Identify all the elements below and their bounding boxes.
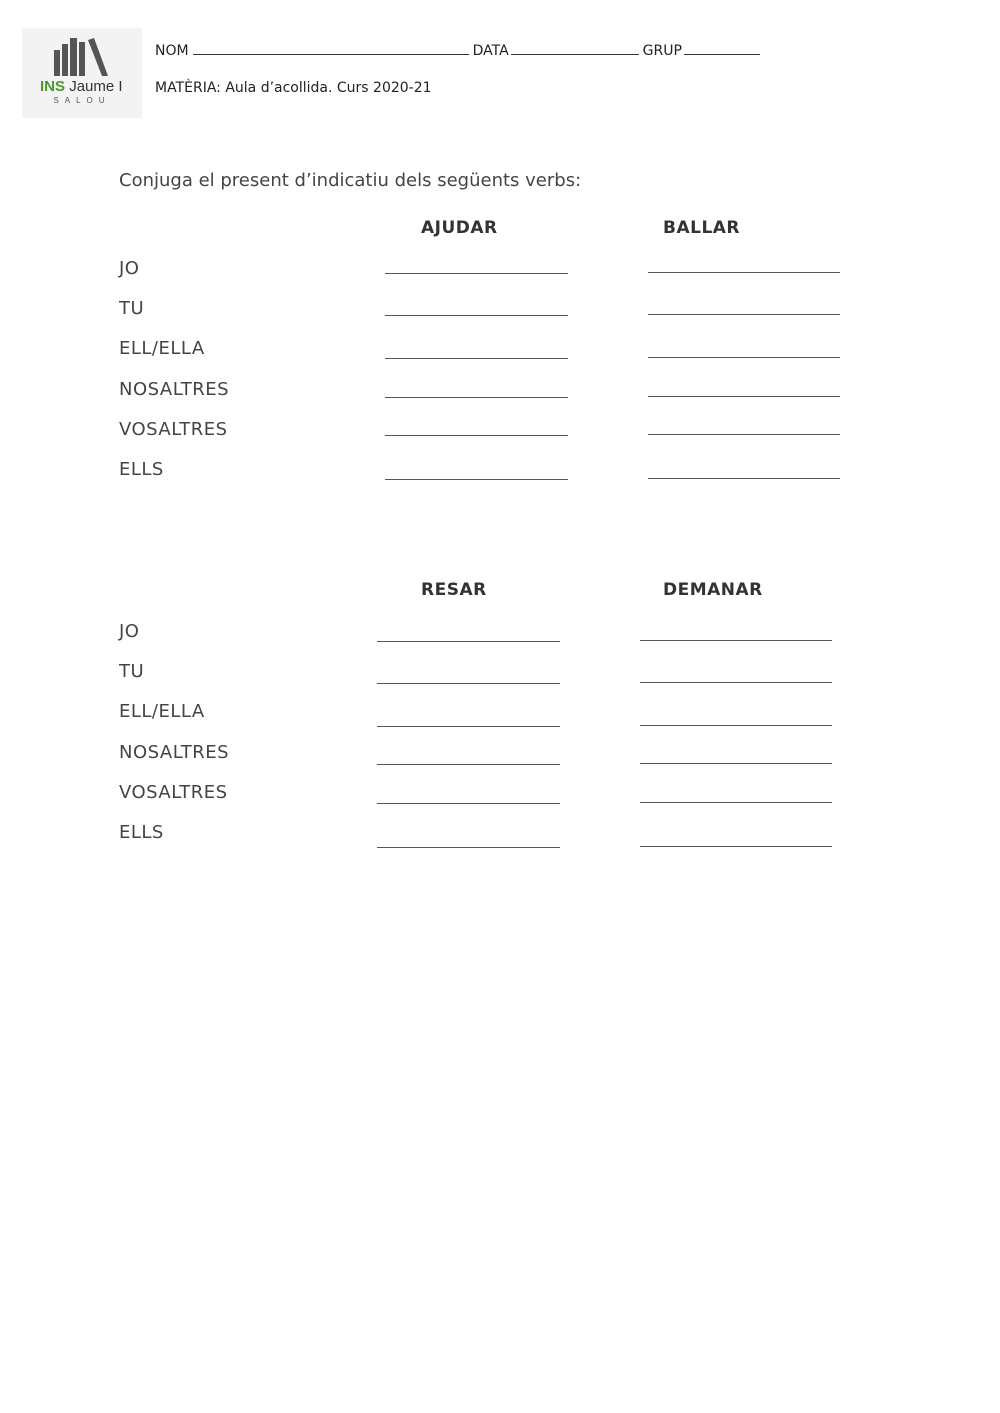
answer-blank[interactable] — [385, 358, 568, 359]
school-logo — [22, 28, 142, 118]
pronoun-label: VOSALTRES — [119, 782, 228, 803]
verb-heading: AJUDAR — [421, 218, 498, 238]
answer-blank[interactable] — [385, 479, 568, 480]
answer-blank[interactable] — [640, 763, 832, 764]
pronoun-label: NOSALTRES — [119, 742, 230, 763]
verb-heading: RESAR — [421, 580, 487, 600]
answer-blank[interactable] — [377, 764, 560, 765]
pronoun-label: JO — [119, 258, 140, 279]
answer-blank[interactable] — [385, 397, 568, 398]
pronoun-label: VOSALTRES — [119, 419, 228, 440]
answer-blank[interactable] — [648, 478, 840, 479]
answer-blank[interactable] — [385, 273, 568, 274]
pronoun-label: TU — [119, 298, 145, 319]
nom-label: NOM — [155, 43, 189, 59]
nom-field[interactable] — [193, 40, 469, 55]
answer-blank[interactable] — [640, 682, 832, 683]
data-label: DATA — [472, 43, 509, 59]
pronoun-label: TU — [119, 661, 145, 682]
pronoun-label: JO — [119, 621, 140, 642]
grup-field[interactable] — [684, 40, 760, 55]
pronoun-label: NOSALTRES — [119, 379, 230, 400]
verb-heading: DEMANAR — [663, 580, 763, 600]
verb-heading: BALLAR — [663, 218, 741, 238]
answer-blank[interactable] — [648, 396, 840, 397]
grup-label: GRUP — [642, 43, 682, 59]
pronoun-label: ELLS — [119, 459, 164, 480]
answer-blank[interactable] — [377, 847, 560, 848]
answer-blank[interactable] — [377, 726, 560, 727]
answer-blank[interactable] — [648, 272, 840, 273]
answer-blank[interactable] — [385, 435, 568, 436]
answer-blank[interactable] — [640, 802, 832, 803]
answer-blank[interactable] — [648, 434, 840, 435]
answer-blank[interactable] — [648, 314, 840, 315]
answer-blank[interactable] — [377, 803, 560, 804]
answer-blank[interactable] — [640, 846, 832, 847]
books-logo-icon — [50, 36, 114, 78]
materia-line: MATÈRIA: Aula d’acollida. Curs 2020-21 — [155, 80, 432, 96]
student-info-line — [155, 40, 764, 59]
answer-blank[interactable] — [377, 683, 560, 684]
answer-blank[interactable] — [385, 315, 568, 316]
answer-blank[interactable] — [640, 640, 832, 641]
data-field[interactable] — [511, 40, 639, 55]
answer-blank[interactable] — [640, 725, 832, 726]
pronoun-label: ELL/ELLA — [119, 338, 205, 359]
answer-blank[interactable] — [377, 641, 560, 642]
answer-blank[interactable] — [648, 357, 840, 358]
school-town: SALOU — [53, 96, 111, 105]
instruction-text: Conjuga el present d’indicatiu dels següents verbs: — [119, 170, 582, 191]
school-name: INS Jaume I — [40, 78, 123, 95]
pronoun-label: ELLS — [119, 822, 164, 843]
pronoun-label: ELL/ELLA — [119, 701, 205, 722]
